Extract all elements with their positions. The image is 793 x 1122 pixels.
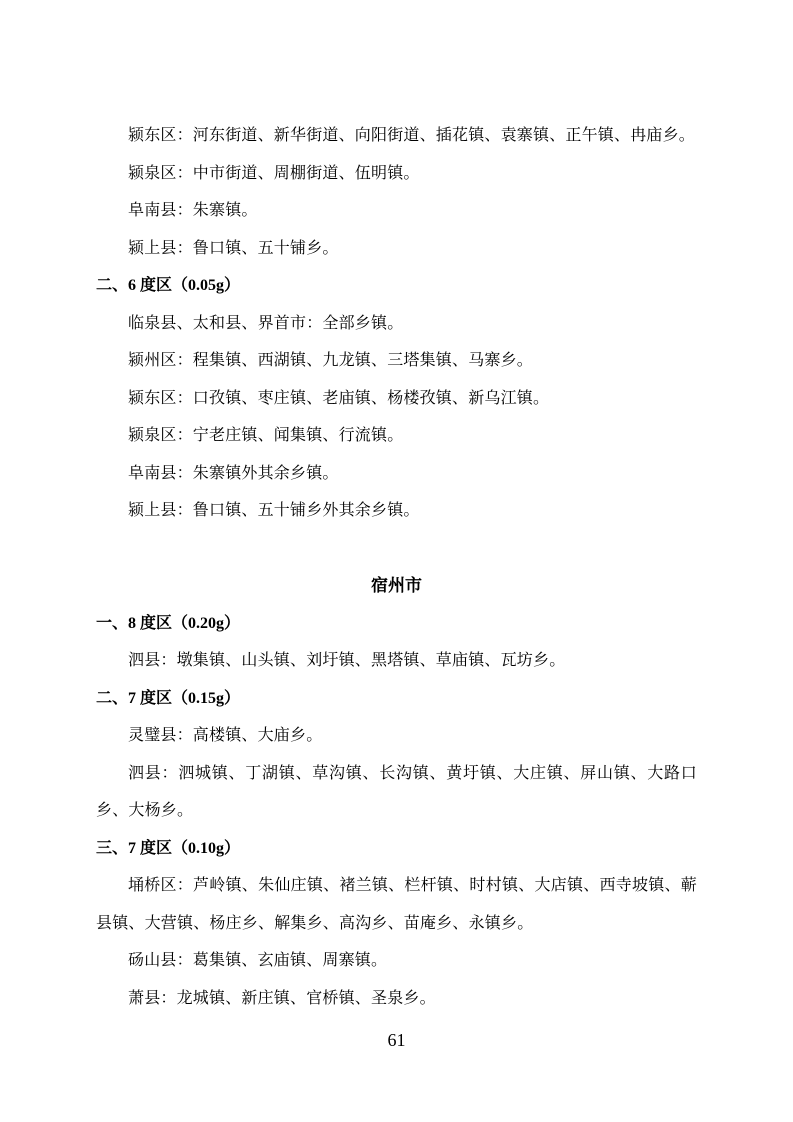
heading-zone-7deg-010g: 三、7 度区（0.10g） [96,839,241,857]
heading-zone-6deg-005g: 二、6 度区（0.05g） [96,277,241,294]
paragraph-lingbi-7deg015: 灵璧县：高楼镇、大庙乡。 [128,727,323,744]
paragraph-dangshan-7deg010: 砀山县：葛集镇、玄庙镇、周寨镇。 [128,952,388,969]
paragraph-funan-county-6deg: 阜南县：朱寨镇外其余乡镇。 [128,464,339,482]
paragraph-yongqiao-7deg010: 埇桥区：芦岭镇、朱仙庄镇、褚兰镇、栏杆镇、时村镇、大店镇、西寺坡镇、蕲县镇、大营镇、杨庄乡、解集乡、高沟乡、苗庵乡、永镇乡。 [96,877,697,932]
paragraph-xiaoxian-7deg010: 萧县：龙城镇、新庄镇、官桥镇、圣泉乡。 [128,989,436,1007]
page-number: 61 [387,1030,406,1050]
page-content [96,117,697,1017]
paragraph-yingquan-district: 颍泉区：中市街道、周棚街道、伍明镇。 [128,164,420,182]
paragraph-yingshang-county: 颍上县：鲁口镇、五十铺乡。 [128,239,339,257]
paragraph-funan-county: 阜南县：朱寨镇。 [128,202,258,219]
heading-zone-7deg-015g: 二、7 度区（0.15g） [96,689,241,707]
paragraph-yingzhou-district: 颍州区：程集镇、西湖镇、九龙镇、三塔集镇、马寨乡。 [128,352,534,369]
paragraph-linquan-taihe-jieshou: 临泉县、太和县、界首市：全部乡镇。 [128,314,404,332]
paragraph-yingshang-county-6deg: 颍上县：鲁口镇、五十铺乡外其余乡镇。 [128,502,420,519]
paragraph-yingdong-district-6deg: 颍东区：口孜镇、枣庄镇、老庙镇、杨楼孜镇、新乌江镇。 [128,389,550,407]
city-title-suzhou: 宿州市 [371,576,422,595]
page-footer [0,1029,793,1051]
heading-zone-8deg-020g: 一、8 度区（0.20g） [96,614,241,632]
paragraph-sixian-8deg: 泗县：墩集镇、山头镇、刘圩镇、黑塔镇、草庙镇、瓦坊乡。 [128,652,566,669]
paragraph-yingquan-district-6deg: 颍泉区：宁老庄镇、闻集镇、行流镇。 [128,427,404,444]
paragraph-yingdong-district: 颍东区：河东街道、新华街道、向阳街道、插花镇、袁寨镇、正午镇、冉庙乡。 [128,127,696,144]
paragraph-sixian-7deg015: 泗县：泗城镇、丁湖镇、草沟镇、长沟镇、黄圩镇、大庄镇、屏山镇、大路口乡、大杨乡。 [96,764,697,819]
